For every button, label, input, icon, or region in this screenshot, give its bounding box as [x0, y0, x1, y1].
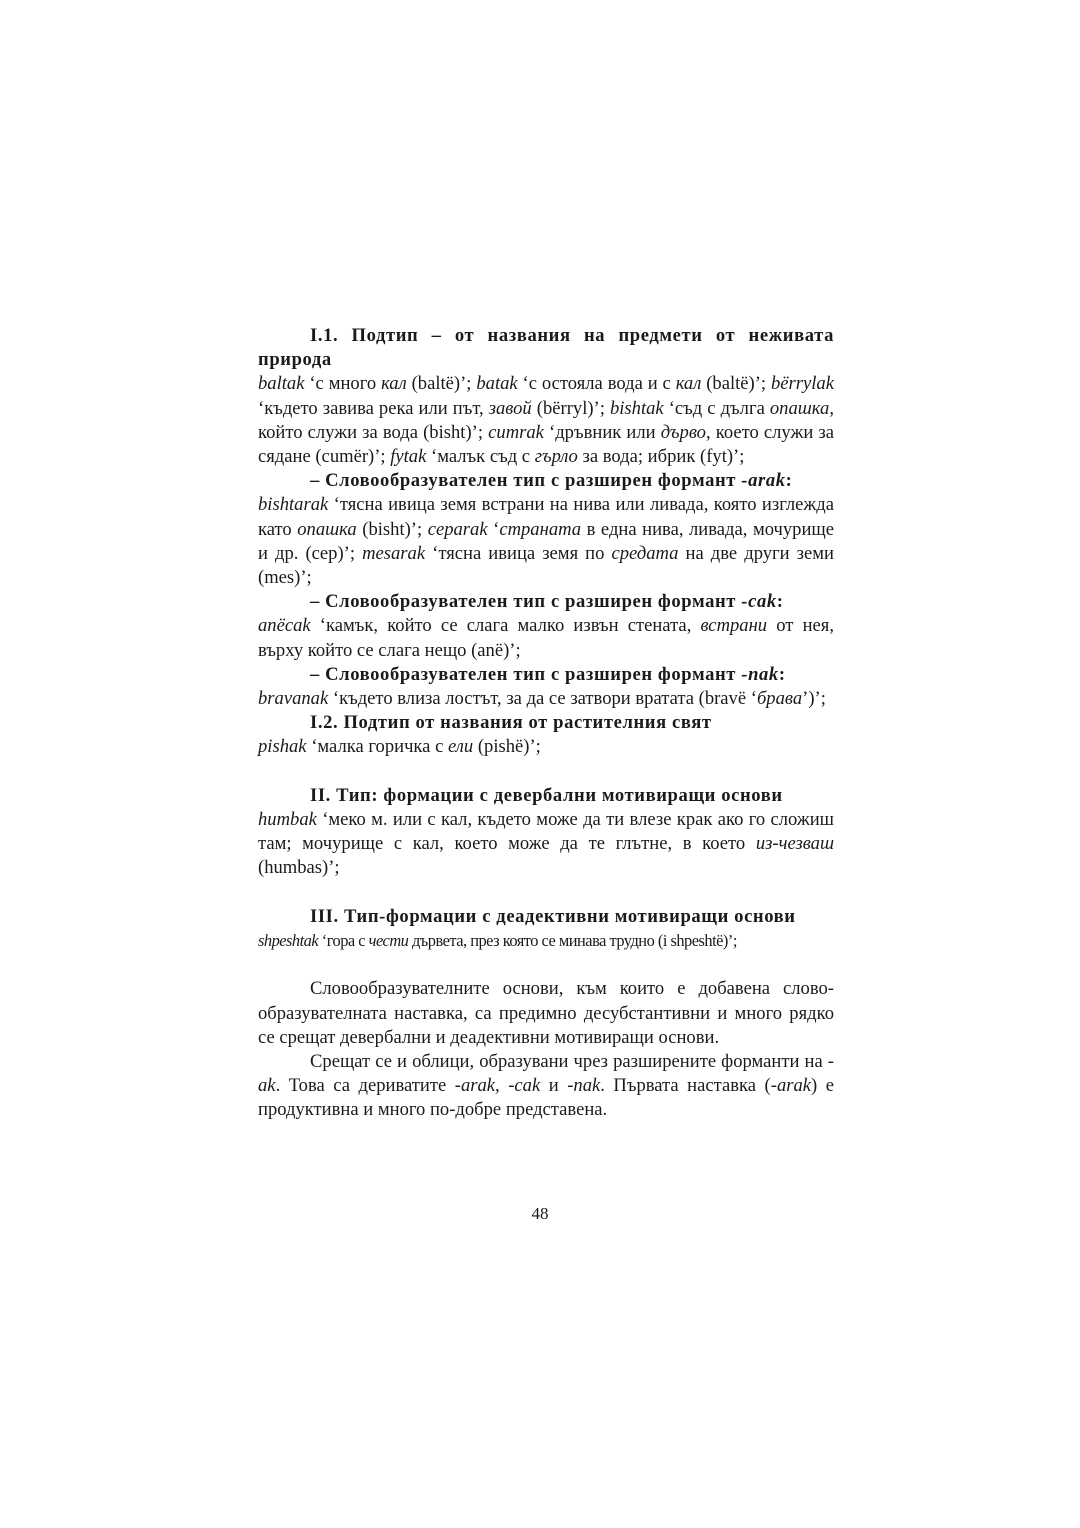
dictionary-entries: anëcak ‘камък, който се слага малко извън стената, встрани от нея, върху който се слага нещо (anë)’;: [258, 615, 834, 661]
italic-term: bishtarak: [258, 494, 329, 516]
italic-term: завой: [488, 397, 532, 419]
italic-term: bravanak: [258, 688, 329, 710]
body-paragraph: Словообразувателните основи, към които е добавена слово-образувателната наставка, са предимно десубстантивни и много рядко се срещат девербални и деадективни мотивиращи основи.: [258, 978, 834, 1048]
italic-term: страната: [499, 518, 582, 540]
section-heading: I.1. Подтип – от названия на предмети от неживата природа: [258, 325, 834, 371]
italic-term: опашка: [769, 397, 830, 419]
dictionary-entries: pishak ‘малка горичка с ели (pishë)’;: [258, 736, 541, 758]
dictionary-entries: bishtarak ‘тясна ивица земя встрани на нива или ливада, която изглежда като опашка (bisht)’; ceparak ‘страната в една нива, ливада, мочурище и др. (cep)’; mesarak ‘тясна ивица земя по средата на две други земи (mes)’;: [258, 494, 834, 589]
dictionary-entries: humbak ‘меко м. или с кал, където може да ти влезе крак ако го сложиш там; мочурище с кал, което може да те глътне, в което из-чезваш (humbas)’;: [258, 809, 834, 879]
italic-term: кал: [675, 373, 702, 395]
italic-term: pishak: [258, 736, 307, 758]
subtype-heading: – Словообразувателен тип с разширен формант -arak:: [310, 470, 793, 492]
italic-term: -arak, -cak: [454, 1075, 541, 1097]
italic-term: mesarak: [362, 542, 426, 564]
italic-term: anëcak: [258, 615, 311, 637]
italic-term: ceparak: [427, 518, 488, 540]
italic-term: кал: [381, 373, 407, 395]
italic-term: bishtak: [609, 397, 664, 419]
italic-term: опашка: [297, 518, 357, 540]
italic-term: встрани: [700, 615, 768, 637]
subtype-heading: – Словообразувателен тип с разширен формант -cak:: [310, 591, 784, 613]
italic-term: гърло: [534, 446, 578, 468]
page-number: 48: [531, 1204, 549, 1223]
italic-term: чести: [368, 931, 409, 951]
italic-term: bërrylak: [770, 373, 834, 395]
italic-term: -arak: [770, 1075, 812, 1097]
body-text: [258, 324, 834, 1123]
italic-term: дърво: [660, 421, 706, 443]
italic-term: shpeshtak: [258, 931, 319, 951]
section-heading: I.2. Подтип от названия от растителния свят: [310, 712, 712, 734]
subtype-heading: – Словообразувателен тип с разширен формант -nak:: [310, 663, 786, 685]
italic-term: брава: [756, 688, 803, 710]
italic-term: ели: [448, 736, 474, 758]
italic-term: humbak: [258, 809, 317, 831]
italic-term: baltak: [258, 373, 305, 395]
section-heading: II. Тип: формации с девербални мотивиращи основи: [310, 784, 783, 806]
italic-term: из-чезваш: [755, 833, 834, 855]
italic-term: fytak: [390, 446, 427, 468]
section-heading: III. Тип-формации с деадективни мотивиращи основи: [310, 905, 796, 927]
italic-term: средата: [611, 542, 679, 564]
italic-term: -nak: [567, 1075, 601, 1097]
italic-term: batak: [476, 373, 518, 395]
dictionary-entries: bravanak ‘където влиза лостът, за да се затвори вратата (bravë ‘брава’)’;: [258, 688, 826, 710]
dictionary-entries: baltak ‘с много кал (baltë)’; batak ‘с остояла вода и с кал (baltë)’; bërrylak ‘където завива река или път, завой (bërryl)’; bishtak ‘съд с дълга опашка, който служи за вода (bisht)’; cumrak ‘дръвник или дърво, което служи за сядане (cumër)’; fytak ‘малък съд с гърло за вода; ибрик (fyt)’;: [258, 373, 835, 468]
body-paragraph: Срещат се и облици, образувани чрез разширените форманти на -ak. Това са дериватите -arak, -cak и -nak. Първата наставка (-arak) е продуктивна и много по-добре представена.: [258, 1051, 834, 1121]
dictionary-entries: shpeshtak ‘гора с чести дървета, през която се минава трудно (i shpeshtë)’;: [258, 931, 737, 951]
italic-term: -ak: [258, 1051, 834, 1097]
italic-term: cumrak: [488, 421, 544, 443]
